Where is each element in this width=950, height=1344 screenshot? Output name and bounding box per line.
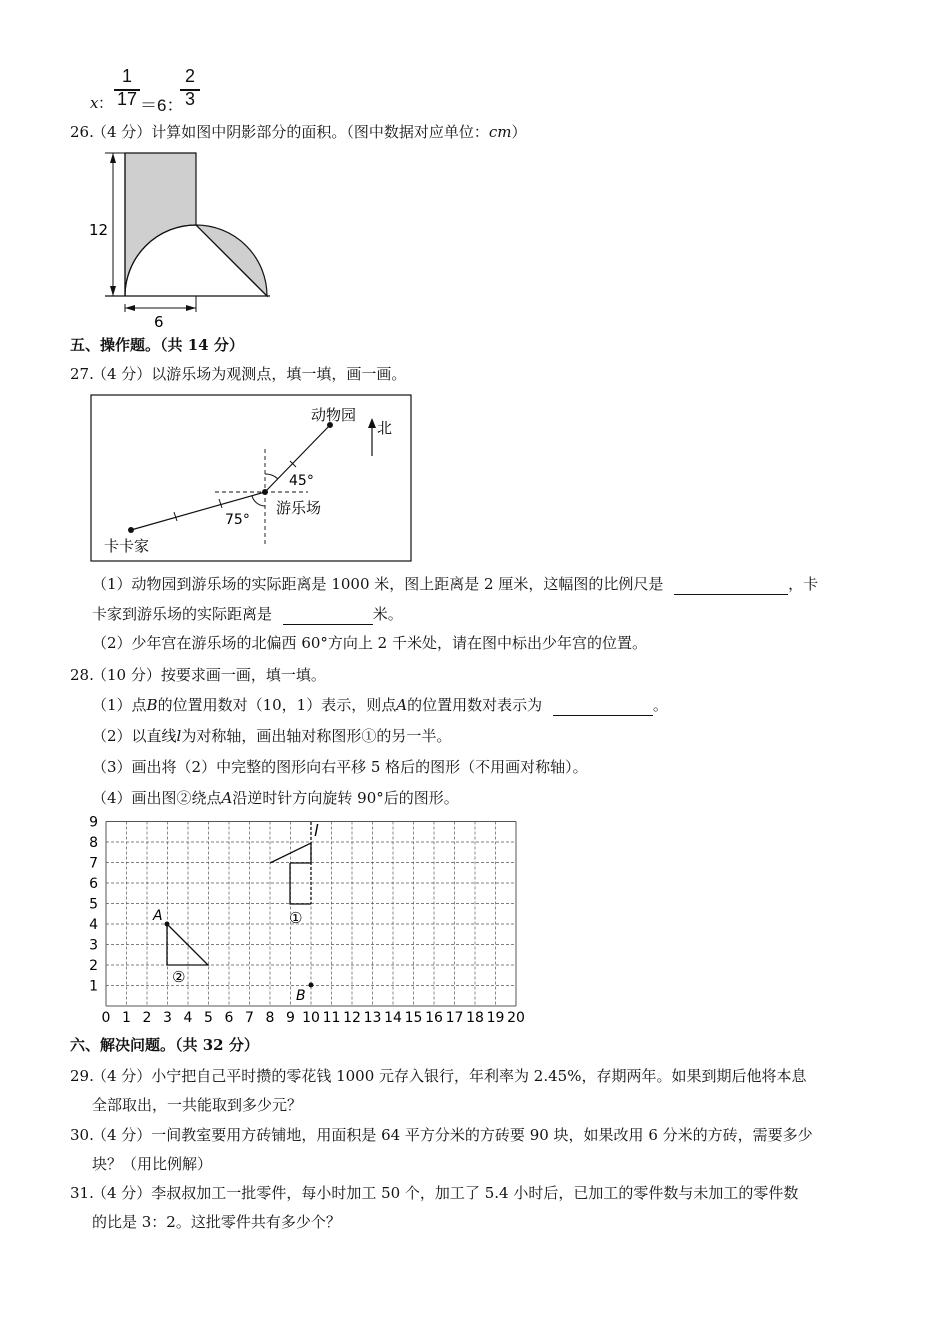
shape-1-lower	[290, 863, 311, 904]
y-tick-label: 4	[89, 917, 98, 933]
question-text: （10 分）按要求画一画，填一填。	[92, 666, 326, 684]
x-tick-label: 14	[384, 1010, 402, 1026]
shaded-area-figure	[80, 145, 290, 330]
section-5-title: 五、操作题。（共 14 分）	[70, 336, 244, 354]
zoo-label: 动物园	[311, 406, 357, 424]
q27-subquestion-1-cont: 卡家到游乐场的实际距离是 米。	[92, 605, 403, 623]
north-label: 北	[377, 419, 393, 437]
coordinate-grid	[85, 812, 535, 1027]
question-number: 26.	[70, 123, 94, 141]
angle-arc-45	[265, 474, 278, 479]
shape-1-label: ①	[289, 909, 303, 927]
fraction-denominator-2: 3	[184, 89, 195, 109]
x-tick-label: 2	[142, 1010, 152, 1026]
y-tick-label: 8	[89, 835, 98, 851]
y-tick-label: 1	[89, 978, 98, 995]
direction-map	[90, 394, 412, 562]
question-text: （4 分）以游乐场为观测点，填一填，画一画。	[92, 365, 407, 383]
park-label: 游乐场	[276, 499, 322, 517]
shape-1-upper	[270, 843, 311, 863]
park-point	[262, 489, 268, 495]
question-text-line-2: 块？（用比例解）	[92, 1155, 213, 1173]
question-number: 30.	[70, 1126, 94, 1144]
x-tick-label: 5	[204, 1010, 213, 1026]
y-axis-ticks	[89, 815, 98, 995]
question-text-line-2: 的比是 3：2。这批零件共有多少个？	[92, 1213, 341, 1231]
shape-2-label: ②	[172, 968, 186, 986]
y-tick-label: 7	[89, 855, 98, 872]
line-l-label: l	[314, 821, 319, 840]
x-tick-label: 9	[286, 1010, 295, 1026]
x-tick-label: 1	[122, 1010, 131, 1026]
x-tick-label: 12	[343, 1010, 361, 1026]
question-text-line-1: （4 分）小宁把自己平时攒的零花钱 1000 元存入银行，年利率为 2.45%，存期两年。如果到期后他将本息	[92, 1067, 807, 1085]
q27-subquestion-1: （1）动物园到游乐场的实际距离是 1000 米，图上距离是 2 厘米，这幅图的比例尺是 ，卡	[92, 575, 819, 593]
section-6-title: 六、解决问题。（共 32 分）	[70, 1036, 259, 1054]
q28-subquestion-2: （2）以直线l为对称轴，画出轴对称图形①的另一半。	[92, 727, 452, 745]
x-tick-label: 16	[425, 1010, 443, 1026]
unit-text: cm	[488, 123, 512, 141]
equals-six: ＝6：	[140, 96, 184, 115]
fraction-denominator-1: 17	[116, 89, 138, 109]
x-tick-label: 6	[224, 1010, 234, 1026]
fraction-numerator-1: 1	[121, 66, 132, 86]
angle-45-label: 45°	[289, 473, 314, 489]
q28-subquestion-4: （4）画出图②绕点A沿逆时针方向旋转 90°后的图形。	[92, 789, 459, 807]
x-axis-ticks	[102, 1010, 525, 1026]
x-tick-label: 20	[507, 1010, 525, 1026]
arrow-up-icon	[110, 153, 116, 163]
x-tick-label: 4	[183, 1010, 193, 1026]
point-b-dot	[309, 983, 314, 988]
question-number: 29.	[70, 1067, 94, 1085]
point-a-label: A	[153, 908, 163, 924]
width-label: 6	[154, 313, 164, 330]
north-arrow-icon	[368, 418, 376, 428]
x-tick-label: 8	[265, 1010, 275, 1026]
x-tick-label: 7	[245, 1010, 254, 1026]
angle-75-label: 75°	[225, 512, 250, 528]
shaded-rectangle-region	[125, 153, 196, 296]
arrow-left-icon	[125, 305, 135, 311]
y-tick-label: 9	[89, 814, 98, 831]
q28-subquestion-3: （3）画出将（2）中完整的图形向右平移 5 格后的图形（不用画对称轴）。	[92, 758, 588, 776]
y-tick-label: 5	[89, 896, 98, 913]
height-label: 12	[89, 221, 109, 239]
q27-subquestion-2: （2）少年宫在游乐场的北偏西 60°方向上 2 千米处，请在图中标出少年宫的位置。	[92, 634, 647, 652]
question-text: （4 分）计算如图中阴影部分的面积。（图中数据对应单位：	[92, 123, 489, 141]
x-tick-label: 11	[322, 1010, 341, 1026]
distance-answer-blank[interactable]	[283, 608, 373, 625]
x-tick-label: 18	[466, 1010, 484, 1026]
question-number: 28.	[70, 666, 94, 684]
x-tick-label: 19	[486, 1010, 505, 1026]
arrow-right-icon	[186, 305, 196, 311]
home-label: 卡卡家	[104, 537, 150, 555]
x-tick-label: 17	[445, 1010, 464, 1026]
fraction-numerator-2: 2	[184, 66, 195, 86]
x-tick-label: 13	[363, 1010, 382, 1026]
tick-mark	[219, 499, 222, 508]
x-tick-label: 0	[101, 1010, 111, 1026]
angle-arc-75	[252, 496, 265, 506]
y-tick-label: 3	[89, 937, 98, 954]
home-point	[128, 527, 134, 533]
x-tick-label: 15	[404, 1010, 423, 1026]
variable-x: x	[90, 94, 99, 112]
question-number: 31.	[70, 1184, 94, 1202]
question-close: ）	[511, 123, 527, 141]
question-text-line-1: （4 分）一间教室要用方砖铺地，用面积是 64 平方分米的方砖要 90 块，如果改用 6 分米的方砖，需要多少	[92, 1126, 813, 1144]
question-number: 27.	[70, 365, 94, 383]
ratio-colon: ：	[98, 94, 114, 112]
x-tick-label: 3	[163, 1010, 172, 1026]
q28-subquestion-1: （1）点B的位置用数对（10，1）表示，则点A的位置用数对表示为 。	[92, 696, 668, 714]
point-b-label: B	[296, 988, 306, 1004]
arrow-down-icon	[110, 286, 116, 296]
x-tick-label: 10	[302, 1010, 320, 1026]
question-text-line-1: （4 分）李叔叔加工一批零件，每小时加工 50 个，加工了 5.4 小时后，已加工的零件数与未加工的零件数	[92, 1184, 799, 1202]
question-text-line-2: 全部取出，一共能取到多少元？	[92, 1096, 303, 1114]
point-a-dot	[165, 922, 170, 927]
scale-answer-blank[interactable]	[674, 578, 788, 595]
coordinate-answer-blank[interactable]	[553, 699, 653, 716]
y-tick-label: 6	[89, 876, 98, 892]
y-tick-label: 2	[89, 958, 98, 974]
